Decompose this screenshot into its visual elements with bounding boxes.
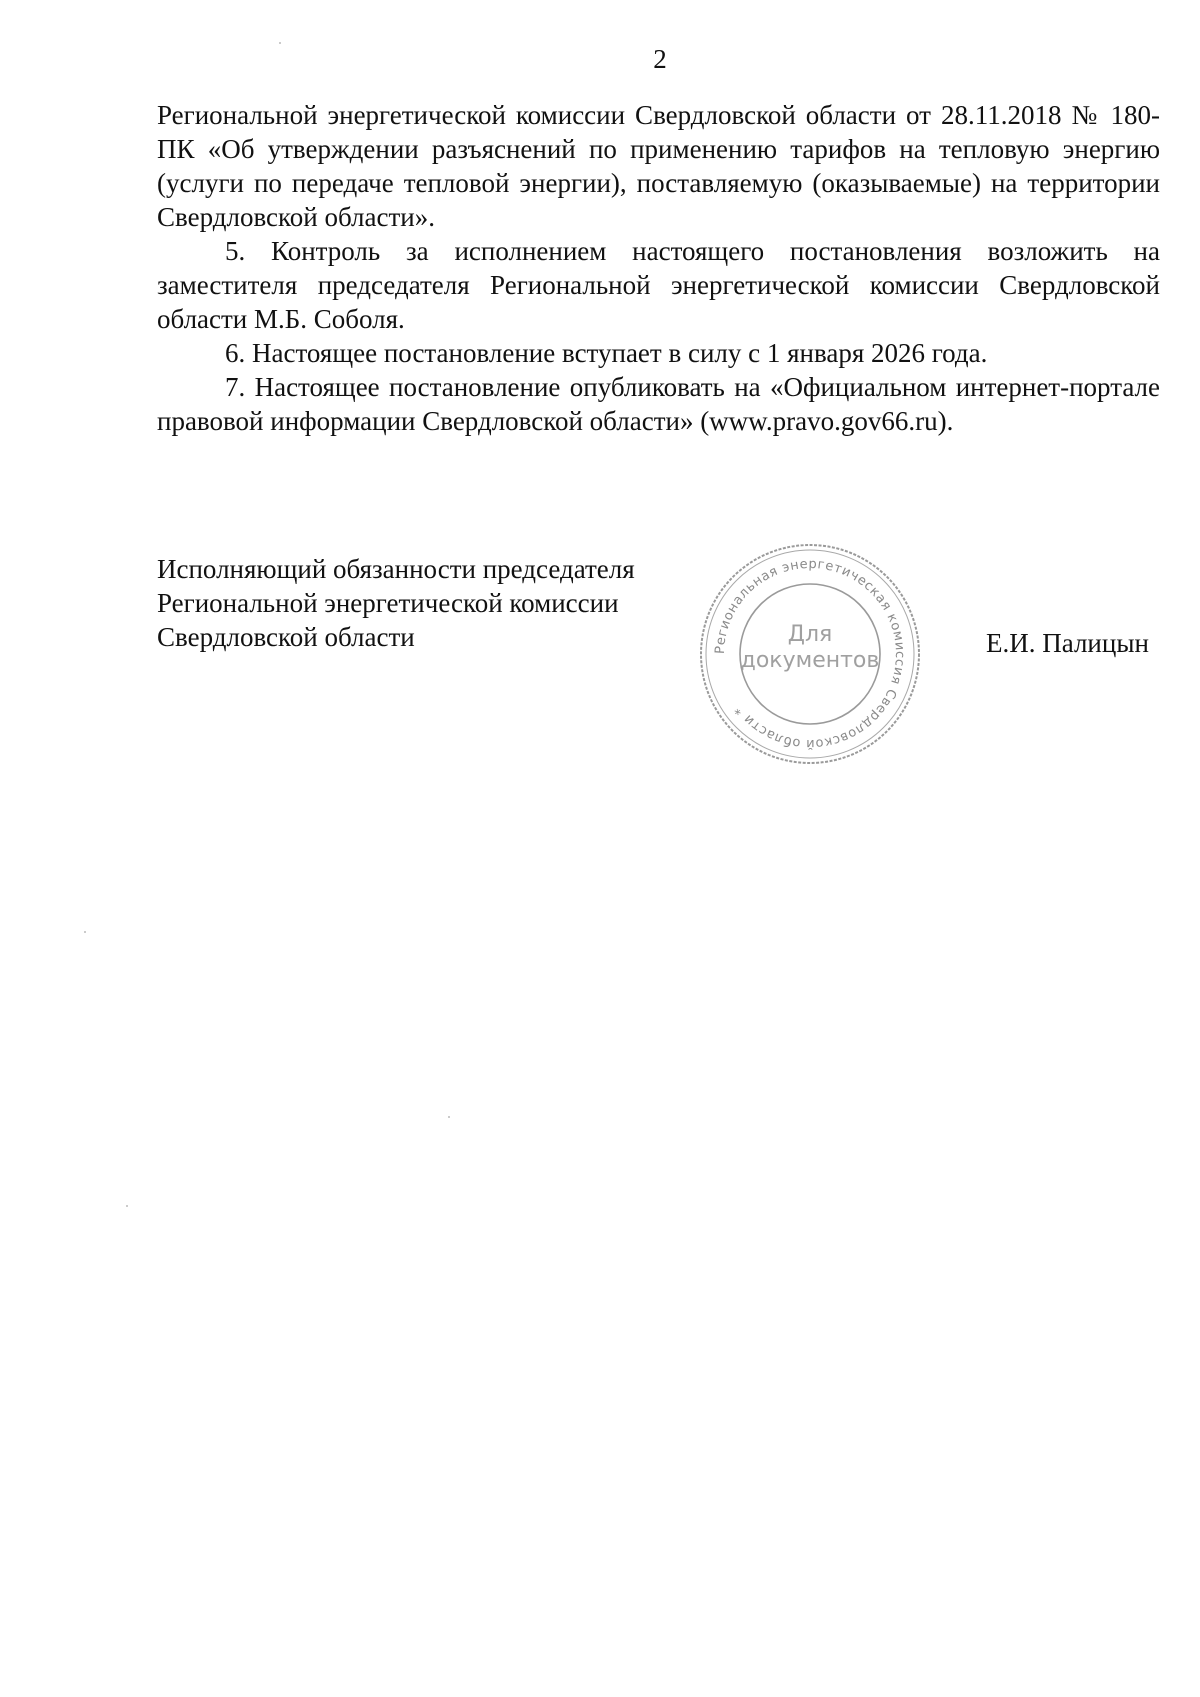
seal-center-text: Для <box>787 622 833 647</box>
signatory-position <box>157 552 635 654</box>
official-seal <box>697 541 923 767</box>
signatory-position-line: Свердловской области <box>157 622 415 652</box>
seal-center-text: документов <box>740 648 880 673</box>
scan-speck <box>84 931 86 933</box>
scan-speck <box>448 1116 450 1118</box>
scan-speck <box>126 1205 128 1207</box>
paragraph-item-5: 5. Контроль за исполнением настоящего постановления возложить на заместителя председателя Региональной энергетической комиссии Свердловской области М.Б. Соболя. <box>157 236 1160 334</box>
signatory-position-line: Исполняющий обязанности председателя <box>157 554 635 584</box>
signatory-position-line: Региональной энергетической комиссии <box>157 588 619 618</box>
signatory-name: Е.И. Палицын <box>986 628 1149 658</box>
document-body <box>157 98 1160 438</box>
paragraph-item-7: 7. Настоящее постановление опубликовать на «Официальном интернет-портале правовой информации Свердловской области» (www.pravo.gov66.ru). <box>157 372 1160 436</box>
scan-speck <box>279 42 281 44</box>
page-number: 2 <box>653 44 667 74</box>
paragraph-continuation: Региональной энергетической комиссии Свердловской области от 28.11.2018 № 180-ПК «Об утверждении разъяснений по применению тарифов на тепловую энергию (услуги по передаче тепловой энергии), поставляемую (оказываемые) на территории Свердловской области». <box>157 100 1160 232</box>
seal-ring-text: Региональная энергетическая комиссия Свердловской области * <box>712 556 908 752</box>
paragraph-item-6: 6. Настоящее постановление вступает в силу с 1 января 2026 года. <box>225 338 988 368</box>
